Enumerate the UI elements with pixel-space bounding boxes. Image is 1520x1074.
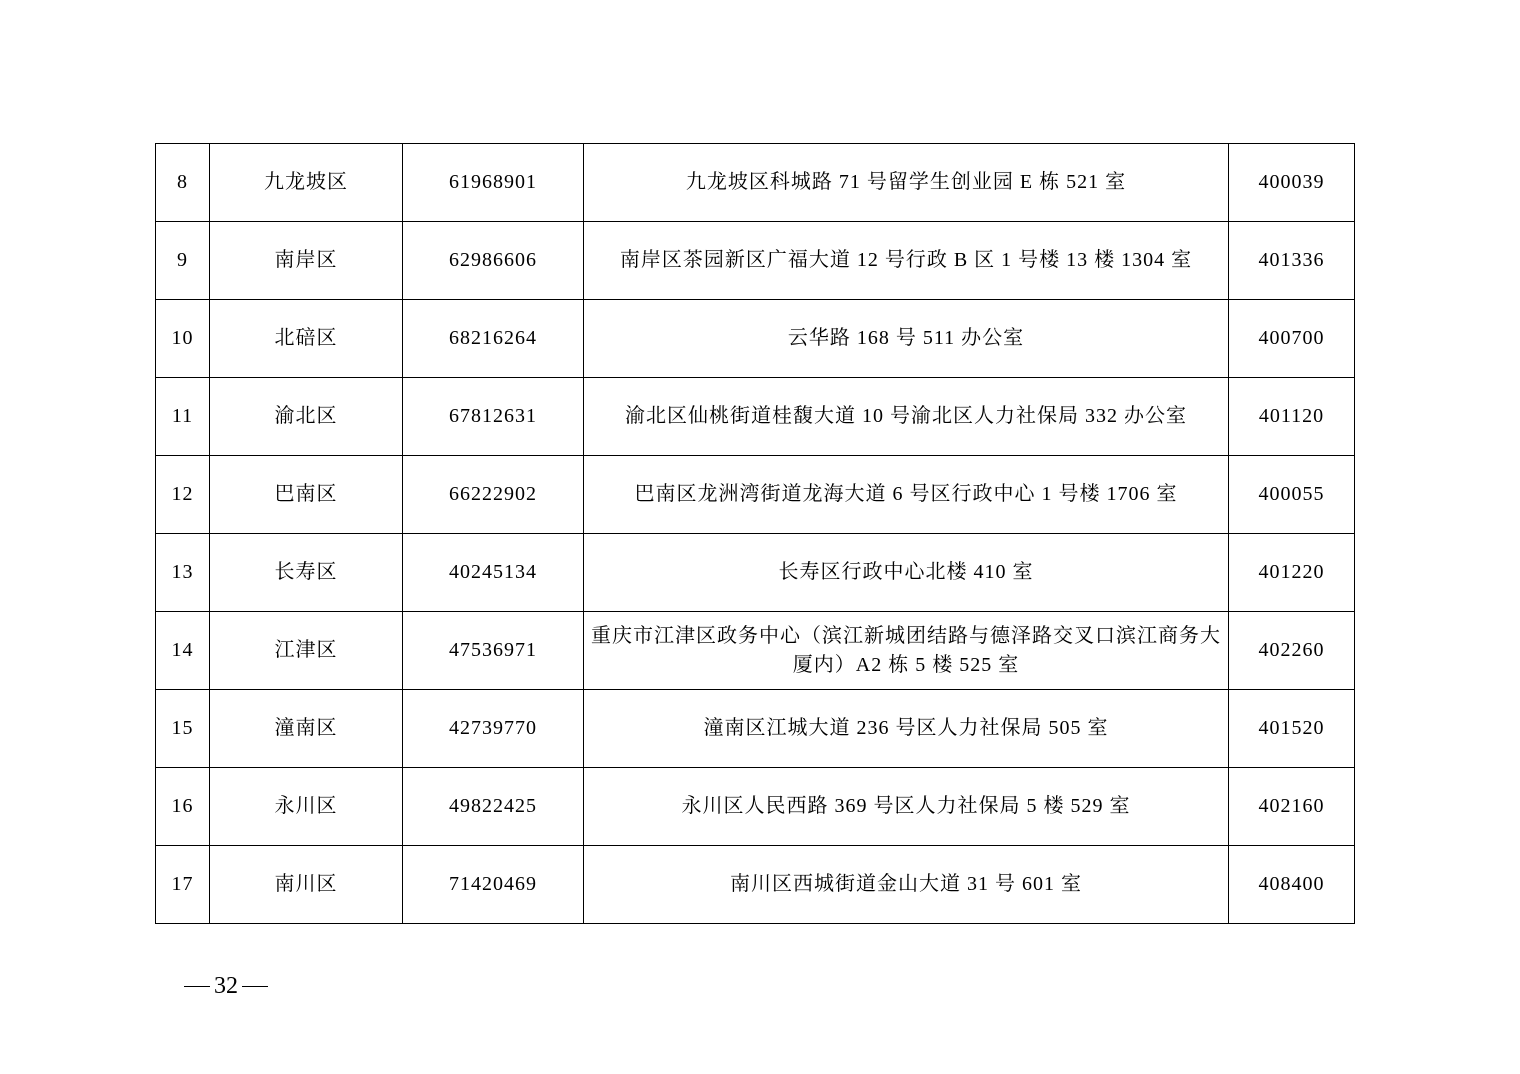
- phone-number: 49822425: [403, 768, 584, 846]
- table-row: [156, 300, 1355, 378]
- table-row: [156, 222, 1355, 300]
- phone-number: 71420469: [403, 846, 584, 924]
- office-address: 渝北区仙桃街道桂馥大道 10 号渝北区人力社保局 332 办公室: [584, 378, 1229, 456]
- footer-dash-right: [242, 986, 268, 987]
- row-number: 17: [156, 846, 210, 924]
- postal-code: 402260: [1229, 612, 1355, 690]
- district-name: 长寿区: [210, 534, 403, 612]
- contact-table: [155, 143, 1355, 924]
- row-number: 8: [156, 144, 210, 222]
- phone-number: 42739770: [403, 690, 584, 768]
- postal-code: 408400: [1229, 846, 1355, 924]
- office-address: 云华路 168 号 511 办公室: [584, 300, 1229, 378]
- row-number: 9: [156, 222, 210, 300]
- page-number: 32: [214, 973, 238, 999]
- row-number: 15: [156, 690, 210, 768]
- postal-code: 402160: [1229, 768, 1355, 846]
- table-row: [156, 144, 1355, 222]
- office-address: 重庆市江津区政务中心（滨江新城团结路与德泽路交叉口滨江商务大厦内）A2 栋 5 楼 525 室: [584, 612, 1229, 690]
- phone-number: 61968901: [403, 144, 584, 222]
- district-name: 九龙坡区: [210, 144, 403, 222]
- office-address: 永川区人民西路 369 号区人力社保局 5 楼 529 室: [584, 768, 1229, 846]
- postal-code: 401120: [1229, 378, 1355, 456]
- table-row: [156, 534, 1355, 612]
- office-address: 南川区西城街道金山大道 31 号 601 室: [584, 846, 1229, 924]
- office-address: 巴南区龙洲湾街道龙海大道 6 号区行政中心 1 号楼 1706 室: [584, 456, 1229, 534]
- page-footer: [180, 973, 272, 1000]
- postal-code: 400700: [1229, 300, 1355, 378]
- district-name: 江津区: [210, 612, 403, 690]
- district-name: 南岸区: [210, 222, 403, 300]
- postal-code: 401220: [1229, 534, 1355, 612]
- table-row: [156, 378, 1355, 456]
- phone-number: 62986606: [403, 222, 584, 300]
- table-row: [156, 768, 1355, 846]
- district-name: 永川区: [210, 768, 403, 846]
- office-address: 潼南区江城大道 236 号区人力社保局 505 室: [584, 690, 1229, 768]
- office-address: 长寿区行政中心北楼 410 室: [584, 534, 1229, 612]
- phone-number: 67812631: [403, 378, 584, 456]
- row-number: 11: [156, 378, 210, 456]
- district-name: 潼南区: [210, 690, 403, 768]
- row-number: 16: [156, 768, 210, 846]
- district-name: 北碚区: [210, 300, 403, 378]
- phone-number: 66222902: [403, 456, 584, 534]
- row-number: 13: [156, 534, 210, 612]
- district-name: 渝北区: [210, 378, 403, 456]
- phone-number: 68216264: [403, 300, 584, 378]
- postal-code: 400039: [1229, 144, 1355, 222]
- office-address: 南岸区茶园新区广福大道 12 号行政 B 区 1 号楼 13 楼 1304 室: [584, 222, 1229, 300]
- table-body: [156, 144, 1355, 924]
- footer-dash-left: [184, 986, 210, 987]
- row-number: 10: [156, 300, 210, 378]
- table-row: [156, 612, 1355, 690]
- office-address: 九龙坡区科城路 71 号留学生创业园 E 栋 521 室: [584, 144, 1229, 222]
- row-number: 12: [156, 456, 210, 534]
- postal-code: 400055: [1229, 456, 1355, 534]
- phone-number: 47536971: [403, 612, 584, 690]
- phone-number: 40245134: [403, 534, 584, 612]
- table-row: [156, 456, 1355, 534]
- district-name: 南川区: [210, 846, 403, 924]
- postal-code: 401520: [1229, 690, 1355, 768]
- postal-code: 401336: [1229, 222, 1355, 300]
- table-row: [156, 690, 1355, 768]
- table-row: [156, 846, 1355, 924]
- district-name: 巴南区: [210, 456, 403, 534]
- row-number: 14: [156, 612, 210, 690]
